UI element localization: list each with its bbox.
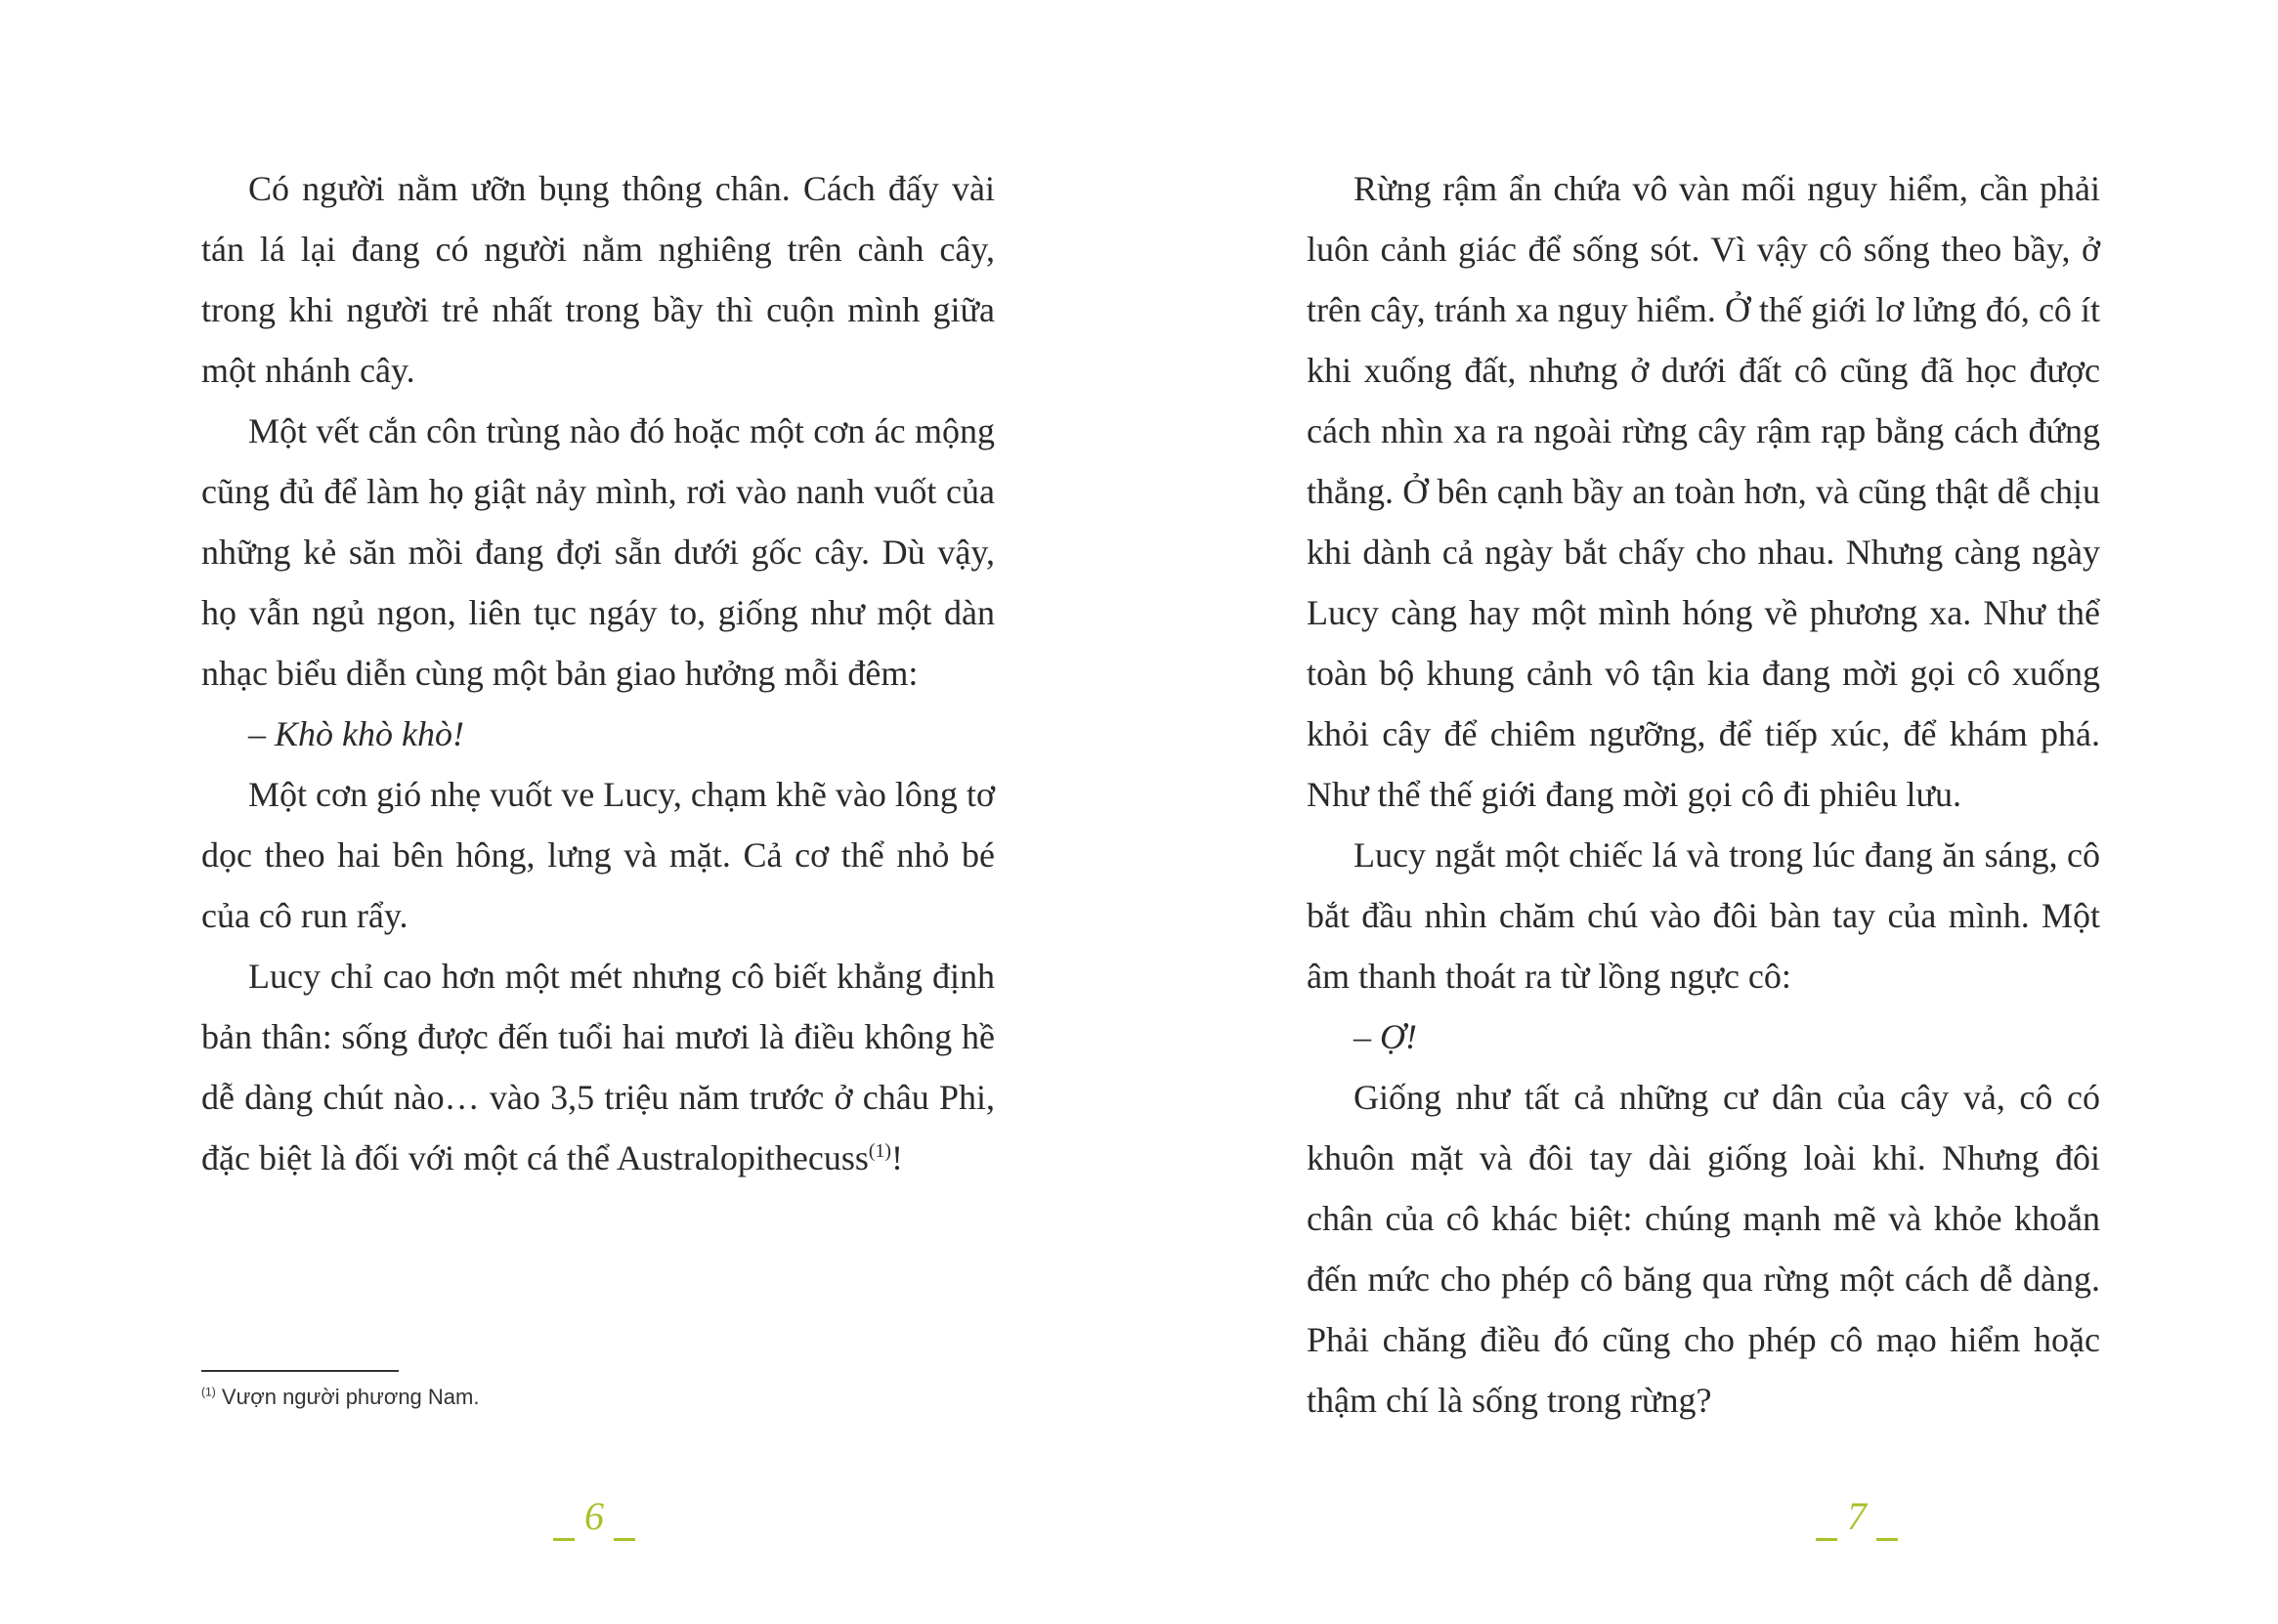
paragraph-ending: ! xyxy=(890,1138,903,1177)
paragraph: Một vết cắn côn trùng nào đó hoặc một cơn ác mộng cũng đủ để làm họ giật nảy mình, rơi vào nanh vuốt của những kẻ săn mồi đang đợi sẵn dưới gốc cây. Dù vậy, họ vẫn ngủ ngon, liên tục ngáy to, giống như một dàn nhạc biểu diễn cùng một bản giao hưởng mỗi đêm: xyxy=(201,411,995,693)
paragraph: Một cơn gió nhẹ vuốt ve Lucy, chạm khẽ vào lông tơ dọc theo hai bên hông, lưng và mặt. Cả cơ thể nhỏ bé của cô run rẩy. xyxy=(201,775,995,935)
paragraph-with-footnote xyxy=(201,946,995,1188)
footnote-reference: (1) xyxy=(868,1140,891,1162)
footnote-marker: (1) xyxy=(201,1385,216,1399)
page-number-value: 7 xyxy=(1847,1494,1867,1538)
paragraph-text: Lucy chỉ cao hơn một mét nhưng cô biết khẳng định bản thân: sống được đến tuổi hai mươi là điều không hề dễ dàng chút nào… vào 3,5 triệu năm trước ở châu Phi, đặc biệt là đối với một cá thể Australopithecuss xyxy=(201,957,995,1177)
paragraph: Lucy ngắt một chiếc lá và trong lúc đang ăn sáng, cô bắt đầu nhìn chăm chú vào đôi bàn tay của mình. Một âm thanh thoát ra từ lồng ngực cô: xyxy=(1307,835,2100,996)
paragraph: Giống như tất cả những cư dân của cây vả, cô có khuôn mặt và đôi tay dài giống loài khỉ. Nhưng đôi chân của cô khác biệt: chúng mạnh mẽ và khỏe khoắn đến mức cho phép cô băng qua rừng một cách dễ dàng. Phải chăng điều đó cũng cho phép cô mạo hiểm hoặc thậm chí là sống trong rừng? xyxy=(1307,1078,2100,1420)
footnote-divider xyxy=(201,1370,399,1372)
footnote-text: Vượn người phương Nam. xyxy=(215,1385,480,1409)
page-number-left xyxy=(496,1489,692,1544)
page-number-dash xyxy=(553,1538,575,1541)
page-number-value: 6 xyxy=(584,1494,604,1538)
right-page-text xyxy=(1307,158,2100,1431)
dialogue-line: – Ợ! xyxy=(1354,1017,1417,1056)
page-number-dash xyxy=(1816,1538,1837,1541)
page-number-dash xyxy=(614,1538,635,1541)
page-number-dash xyxy=(1876,1538,1898,1541)
footnote xyxy=(201,1380,983,1415)
paragraph: Rừng rậm ẩn chứa vô vàn mối nguy hiểm, cần phải luôn cảnh giác để sống sót. Vì vậy cô sống theo bầy, ở trên cây, tránh xa nguy hiểm. Ở thế giới lơ lửng đó, cô ít khi xuống đất, nhưng ở dưới đất cô cũng đã học được cách nhìn xa ra ngoài rừng cây rậm rạp bằng cách đứng thẳng. Ở bên cạnh bầy an toàn hơn, và cũng thật dễ chịu khi dành cả ngày bắt chấy cho nhau. Nhưng càng ngày Lucy càng hay một mình hóng về phương xa. Như thể toàn bộ khung cảnh vô tận kia đang mời gọi cô xuống khỏi cây để chiêm ngưỡng, để tiếp xúc, để khám phá. Như thể thế giới đang mời gọi cô đi phiêu lưu. xyxy=(1307,169,2100,814)
right-page xyxy=(1139,0,2278,1624)
dialogue-line: – Khò khò khò! xyxy=(248,714,464,753)
paragraph: Có người nằm ưỡn bụng thông chân. Cách đấy vài tán lá lại đang có người nằm nghiêng trên cành cây, trong khi người trẻ nhất trong bầy thì cuộn mình giữa một nhánh cây. xyxy=(201,169,995,390)
left-page-text xyxy=(201,158,995,1188)
page-number-right xyxy=(1759,1489,1955,1544)
